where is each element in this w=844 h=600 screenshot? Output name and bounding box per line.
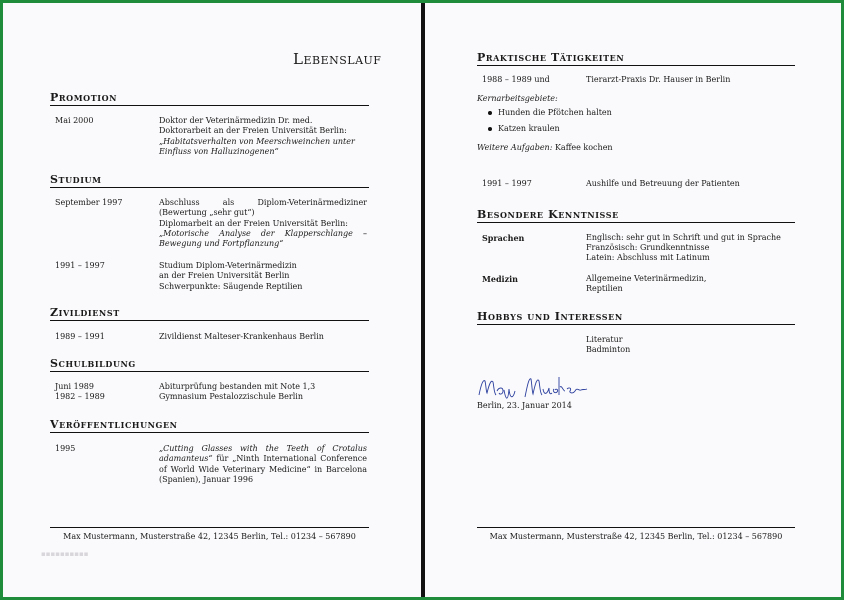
page-title: Lebenslauf [293, 50, 382, 68]
section-heading-veroeffentlichungen: Veröffentlichungen [50, 418, 369, 433]
medizin-line2: Reptilien [586, 284, 623, 293]
list-item: Hunden die Pfötchen halten [488, 108, 612, 118]
schulbildung-text2: Gymnasium Pestalozzischule Berlin [159, 392, 304, 401]
praktisch-entry1-date: 1988 – 1989 und [482, 75, 550, 84]
studium-entry1-line1: Abschluss als Diplom-Veterinärmediziner (Bewertung „sehr gut“) [159, 198, 367, 218]
publication-date: 1995 [55, 444, 76, 453]
right-page [425, 3, 841, 597]
hobby-item2: Badminton [586, 345, 631, 354]
list-item: Katzen kraulen [488, 124, 560, 134]
section-heading-promotion: Promotion [50, 91, 369, 106]
place-date: Berlin, 23. Januar 2014 [477, 401, 572, 410]
sprachen-line1: Englisch: sehr gut in Schrift und gut in Sprache [586, 233, 781, 242]
sprachen-label: Sprachen [482, 233, 525, 243]
footer-rule [477, 527, 795, 528]
section-heading-praktisch: Praktische Tätigkeiten [477, 51, 795, 66]
studium-entry2-line1: Studium Diplom-Veterinärmedizin [159, 261, 297, 270]
left-page [3, 3, 421, 597]
publication-text [159, 444, 367, 485]
schulbildung-text1: Abiturprüfung bestanden mit Note 1,3 [159, 382, 316, 391]
footer-contact: Max Mustermann, Musterstraße 42, 12345 Berlin, Tel.: 01234 – 567890 [489, 532, 783, 541]
weitere-aufgaben: Weitere Aufgaben: Kaffee kochen [477, 143, 613, 152]
studium-entry1-date: September 1997 [55, 198, 123, 207]
praktisch-entry2-text: Aushilfe und Betreuung der Patienten [586, 179, 740, 188]
publication-title: „Cutting Glasses with the Teeth of Crotalus adamanteus“ [159, 444, 367, 464]
zivildienst-text: Zivildienst Malteser-Krankenhaus Berlin [159, 332, 324, 341]
praktisch-entry1-text: Tierarzt-Praxis Dr. Hauser in Berlin [586, 75, 731, 84]
sprachen-line3: Latein: Abschluss mit Latinum [586, 253, 710, 262]
studium-entry1-thesis-title: „Motorische Analyse der Klapperschlange – Bewegung und Fortpflanzung“ [159, 229, 367, 249]
section-heading-schulbildung: Schulbildung [50, 357, 369, 372]
studium-entry1-line2: Diplomarbeit an der Freien Universität Berlin: [159, 219, 348, 228]
medizin-label: Medizin [482, 274, 518, 284]
promotion-line2: Doktorarbeit an der Freien Universität Berlin: [159, 126, 347, 135]
sprachen-line2: Französisch: Grundkenntnisse [586, 243, 710, 252]
section-heading-zivildienst: Zivildienst [50, 306, 369, 321]
watermark: ▪▪▪▪▪▪▪▪▪▪ [41, 550, 89, 558]
footer-rule [50, 527, 369, 528]
bullet-icon [488, 127, 492, 131]
zivildienst-date: 1989 – 1991 [55, 332, 105, 341]
promotion-date: Mai 2000 [55, 116, 94, 125]
studium-entry2-line3: Schwerpunkte: Säugende Reptilien [159, 282, 303, 291]
schulbildung-date2: 1982 – 1989 [55, 392, 105, 401]
publication-details: für „Ninth International Conference of World Wide Veterinary Medicine“ in Barcelona (Spanien), Januar 1996 [159, 454, 367, 484]
hobby-item1: Literatur [586, 335, 623, 344]
bullet-icon [488, 111, 492, 115]
promotion-line1: Doktor der Veterinärmedizin Dr. med. [159, 116, 313, 125]
kernarbeitsgebiete-label: Kernarbeitsgebiete: [477, 94, 558, 103]
medizin-line1: Allgemeine Veterinärmedizin, [586, 274, 707, 283]
studium-entry2-line2: an der Freien Universität Berlin [159, 271, 290, 280]
section-heading-studium: Studium [50, 173, 369, 188]
section-heading-hobbys: Hobbys und Interessen [477, 310, 795, 325]
signature-image [477, 373, 597, 403]
section-heading-kenntnisse: Besondere Kenntnisse [477, 208, 795, 223]
schulbildung-date1: Juni 1989 [55, 382, 94, 391]
studium-entry2-date: 1991 – 1997 [55, 261, 105, 270]
praktisch-entry2-date: 1991 – 1997 [482, 179, 532, 188]
footer-contact: Max Mustermann, Musterstraße 42, 12345 Berlin, Tel.: 01234 – 567890 [63, 532, 356, 541]
promotion-thesis-title: „Habitatsverhalten von Meerschweinchen unter Einfluss von Halluzinogenen“ [159, 137, 355, 157]
